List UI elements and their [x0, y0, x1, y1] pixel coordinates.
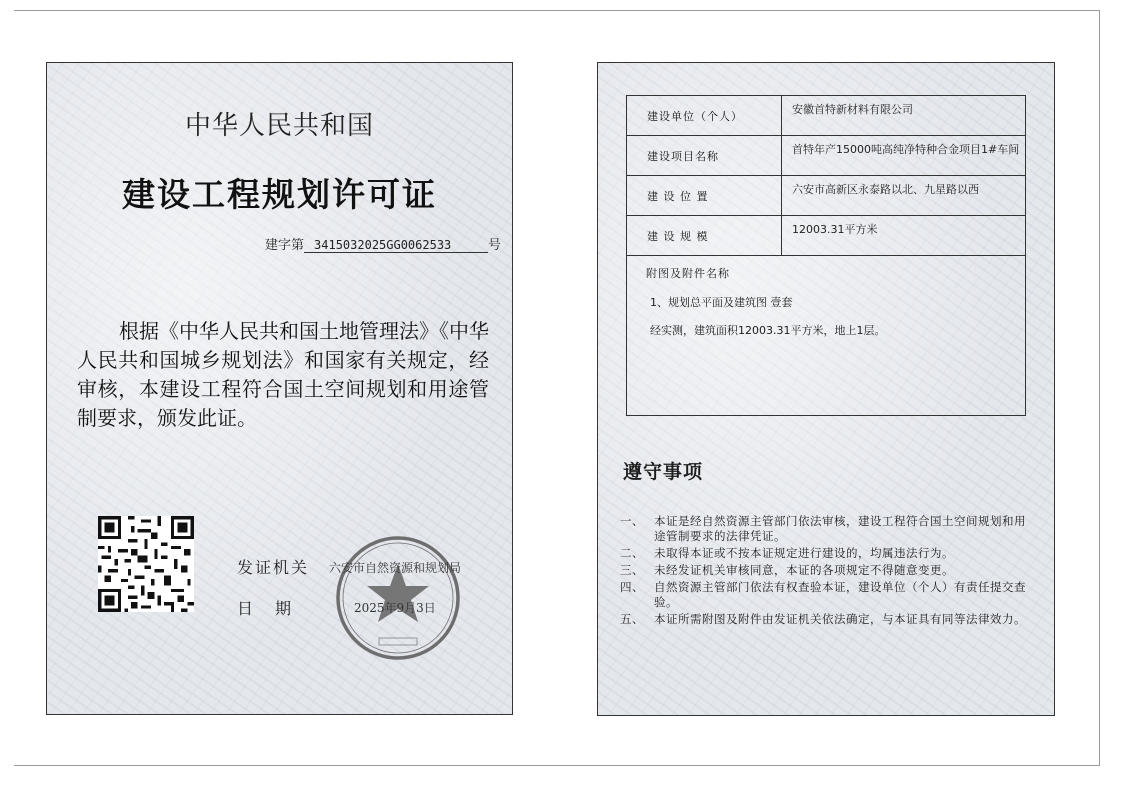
scan-bottom-edge: [14, 765, 1100, 766]
issuer-country: 中华人民共和国: [184, 111, 374, 141]
permit-details-table: [626, 95, 1026, 416]
issuing-authority-value: 六安市自然资源和规划局: [329, 561, 462, 575]
certificate-title: 建设工程规划许可证: [122, 175, 437, 214]
attachments-cell: [627, 256, 1026, 416]
table-row: [627, 136, 1026, 176]
issue-date: 2025年9月3日: [354, 601, 436, 615]
official-seal: [334, 534, 462, 662]
table-value: 12003.31平方米: [782, 216, 1026, 256]
permit-number-suffix: 号: [488, 238, 502, 253]
list-item: [620, 612, 1032, 627]
list-item: [620, 580, 1032, 610]
table-row: [627, 96, 1026, 136]
note-marker: 四、: [620, 580, 644, 594]
certificate-body-text: 根据《中华人民共和国土地管理法》《中华人民共和国城乡规划法》和国家有关规定，经审核，本建设工程符合国土空间规划和用途管制要求，颁发此证。: [77, 319, 489, 430]
note-marker: 五、: [620, 612, 644, 626]
note-marker: 一、: [620, 514, 644, 528]
table-value: 六安市高新区永泰路以北、九星路以西: [782, 176, 1026, 216]
attachments-row: [627, 256, 1026, 416]
note-marker: 三、: [620, 563, 644, 577]
table-label: 建设单位（个人）: [627, 96, 782, 136]
permit-number-prefix: 建字第: [265, 238, 305, 253]
attachment-note: 经实测，建筑面积12003.31平方米，地上1层。: [650, 324, 886, 337]
notes-list: [620, 514, 1032, 629]
date-label: 日期: [237, 599, 314, 618]
issuing-authority-label: 发证机关: [237, 558, 310, 577]
qr-code-icon: [98, 516, 194, 612]
note-text: 未经发证机关审核同意，本证的各项规定不得随意变更。: [654, 563, 954, 577]
list-item: [620, 563, 1032, 578]
table-label: 建设项目名称: [627, 136, 782, 176]
table-label: 建 设 规 模: [627, 216, 782, 256]
table-row: [627, 216, 1026, 256]
permit-number-line: [265, 234, 501, 253]
attachment-item: 1、规划总平面及建筑图 壹套: [650, 296, 793, 309]
note-text: 本证是经自然资源主管部门依法审核，建设工程符合国土空间规划和用途管制要求的法律凭证。: [654, 514, 1026, 543]
table-row: [627, 176, 1026, 216]
table-value: 安徽首特新材料有限公司: [782, 96, 1026, 136]
table-label: 建 设 位 置: [627, 176, 782, 216]
note-text: 本证所需附图及附件由发证机关依法确定，与本证具有同等法律效力。: [654, 612, 1026, 626]
note-text: 未取得本证或不按本证规定进行建设的，均属违法行为。: [654, 546, 954, 560]
certificate-front-page: [46, 62, 513, 715]
note-text: 自然资源主管部门依法有权查验本证，建设单位（个人）有责任提交查验。: [654, 580, 1026, 609]
certificate-details-page: [597, 62, 1055, 716]
note-marker: 二、: [620, 546, 644, 560]
attachments-title: 附图及附件名称: [646, 267, 730, 280]
notes-title: 遵守事项: [623, 461, 704, 483]
table-value: 首特年产15000吨高纯净特种合金项目1#车间: [782, 136, 1026, 176]
permit-number: 3415032025GG0062533: [304, 238, 488, 253]
list-item: [620, 514, 1032, 544]
list-item: [620, 546, 1032, 561]
